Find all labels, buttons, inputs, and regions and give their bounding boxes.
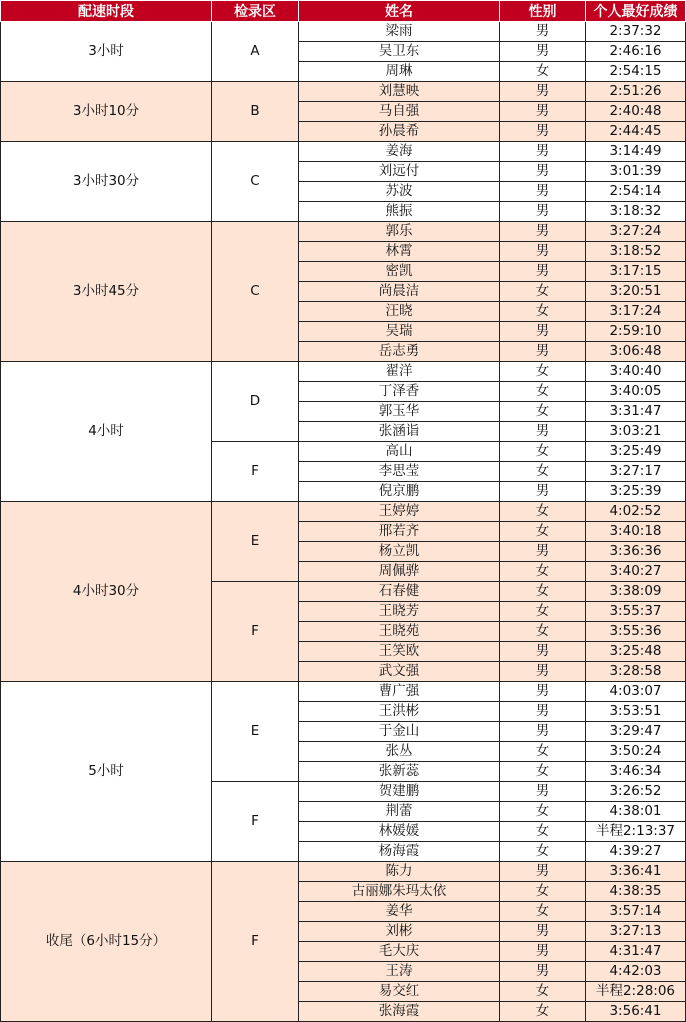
name-cell: 李思莹 (299, 462, 500, 482)
sex-cell: 女 (500, 742, 586, 762)
name-cell: 汪晓 (299, 302, 500, 322)
name-cell: 于金山 (299, 722, 500, 742)
header-best: 个人最好成绩 (586, 1, 686, 22)
sex-cell: 男 (500, 22, 586, 42)
sex-cell: 女 (500, 582, 586, 602)
header-name: 姓名 (299, 1, 500, 22)
zone-cell: C (212, 222, 299, 362)
pace-cell: 4小时 (1, 362, 212, 502)
pace-cell: 收尾（6小时15分） (1, 862, 212, 1022)
best-time-cell: 2:46:16 (586, 42, 686, 62)
zone-cell: B (212, 82, 299, 142)
name-cell: 密凯 (299, 262, 500, 282)
table-row (1, 142, 686, 162)
best-time-cell: 3:25:48 (586, 642, 686, 662)
sex-cell: 男 (500, 642, 586, 662)
pace-cell: 4小时30分 (1, 502, 212, 682)
header-row (1, 1, 686, 22)
sex-cell: 男 (500, 542, 586, 562)
zone-cell: E (212, 682, 299, 782)
name-cell: 张丛 (299, 742, 500, 762)
header-pace: 配速时段 (1, 1, 212, 22)
name-cell: 荆蕾 (299, 802, 500, 822)
sex-cell: 女 (500, 282, 586, 302)
zone-cell: F (212, 782, 299, 862)
sex-cell: 女 (500, 442, 586, 462)
pace-cell: 5小时 (1, 682, 212, 862)
best-time-cell: 2:59:10 (586, 322, 686, 342)
name-cell: 姜华 (299, 902, 500, 922)
name-cell: 杨海霞 (299, 842, 500, 862)
name-cell: 熊振 (299, 202, 500, 222)
table-row (1, 82, 686, 102)
best-time-cell: 3:40:18 (586, 522, 686, 542)
name-cell: 岳志勇 (299, 342, 500, 362)
best-time-cell: 2:51:26 (586, 82, 686, 102)
sex-cell: 男 (500, 322, 586, 342)
name-cell: 刘慧映 (299, 82, 500, 102)
name-cell: 林媛媛 (299, 822, 500, 842)
sex-cell: 女 (500, 602, 586, 622)
name-cell: 刘远付 (299, 162, 500, 182)
best-time-cell: 3:55:36 (586, 622, 686, 642)
best-time-cell: 半程2:28:06 (586, 982, 686, 1002)
sex-cell: 女 (500, 822, 586, 842)
name-cell: 吴卫东 (299, 42, 500, 62)
best-time-cell: 3:40:05 (586, 382, 686, 402)
sex-cell: 女 (500, 502, 586, 522)
name-cell: 毛大庆 (299, 942, 500, 962)
table-row (1, 862, 686, 882)
best-time-cell: 3:14:49 (586, 142, 686, 162)
sex-cell: 女 (500, 62, 586, 82)
sex-cell: 女 (500, 462, 586, 482)
sex-cell: 男 (500, 42, 586, 62)
name-cell: 周佩骅 (299, 562, 500, 582)
best-time-cell: 2:40:48 (586, 102, 686, 122)
name-cell: 曹广强 (299, 682, 500, 702)
best-time-cell: 3:18:52 (586, 242, 686, 262)
table-row (1, 502, 686, 522)
best-time-cell: 3:40:27 (586, 562, 686, 582)
table-row (1, 362, 686, 382)
zone-cell: F (212, 442, 299, 502)
name-cell: 梁雨 (299, 22, 500, 42)
table-body (1, 22, 686, 1022)
sex-cell: 男 (500, 222, 586, 242)
name-cell: 王笑欧 (299, 642, 500, 662)
sex-cell: 男 (500, 162, 586, 182)
best-time-cell: 3:26:52 (586, 782, 686, 802)
best-time-cell: 3:27:24 (586, 222, 686, 242)
name-cell: 武文强 (299, 662, 500, 682)
sex-cell: 女 (500, 1002, 586, 1022)
name-cell: 张涵诣 (299, 422, 500, 442)
name-cell: 石春健 (299, 582, 500, 602)
zone-cell: F (212, 582, 299, 682)
sex-cell: 男 (500, 422, 586, 442)
sex-cell: 女 (500, 382, 586, 402)
pace-cell: 3小时10分 (1, 82, 212, 142)
sex-cell: 女 (500, 802, 586, 822)
name-cell: 林霄 (299, 242, 500, 262)
best-time-cell: 3:20:51 (586, 282, 686, 302)
best-time-cell: 3:17:24 (586, 302, 686, 322)
best-time-cell: 3:55:37 (586, 602, 686, 622)
best-time-cell: 3:50:24 (586, 742, 686, 762)
zone-cell: C (212, 142, 299, 222)
name-cell: 刘彬 (299, 922, 500, 942)
best-time-cell: 3:29:47 (586, 722, 686, 742)
best-time-cell: 2:54:15 (586, 62, 686, 82)
name-cell: 孙晨希 (299, 122, 500, 142)
sex-cell: 男 (500, 482, 586, 502)
best-time-cell: 3:17:15 (586, 262, 686, 282)
name-cell: 周琳 (299, 62, 500, 82)
sex-cell: 男 (500, 102, 586, 122)
table-row (1, 22, 686, 42)
best-time-cell: 4:02:52 (586, 502, 686, 522)
name-cell: 苏波 (299, 182, 500, 202)
name-cell: 邢若齐 (299, 522, 500, 542)
name-cell: 王洪彬 (299, 702, 500, 722)
name-cell: 杨立凯 (299, 542, 500, 562)
best-time-cell: 3:28:58 (586, 662, 686, 682)
sex-cell: 男 (500, 722, 586, 742)
best-time-cell: 3:53:51 (586, 702, 686, 722)
name-cell: 张海霞 (299, 1002, 500, 1022)
best-time-cell: 3:01:39 (586, 162, 686, 182)
sex-cell: 男 (500, 142, 586, 162)
sex-cell: 女 (500, 302, 586, 322)
best-time-cell: 3:27:13 (586, 922, 686, 942)
name-cell: 贺建鹏 (299, 782, 500, 802)
sex-cell: 女 (500, 902, 586, 922)
best-time-cell: 4:42:03 (586, 962, 686, 982)
best-time-cell: 3:57:14 (586, 902, 686, 922)
name-cell: 王晓苑 (299, 622, 500, 642)
pace-cell: 3小时30分 (1, 142, 212, 222)
sex-cell: 男 (500, 662, 586, 682)
name-cell: 张新蕊 (299, 762, 500, 782)
best-time-cell: 2:37:32 (586, 22, 686, 42)
sex-cell: 女 (500, 562, 586, 582)
sex-cell: 男 (500, 782, 586, 802)
name-cell: 郭玉华 (299, 402, 500, 422)
best-time-cell: 3:27:17 (586, 462, 686, 482)
sex-cell: 女 (500, 842, 586, 862)
best-time-cell: 3:36:36 (586, 542, 686, 562)
sex-cell: 女 (500, 982, 586, 1002)
table-row (1, 682, 686, 702)
table-row (1, 222, 686, 242)
sex-cell: 男 (500, 202, 586, 222)
sex-cell: 女 (500, 522, 586, 542)
name-cell: 姜海 (299, 142, 500, 162)
best-time-cell: 3:36:41 (586, 862, 686, 882)
sex-cell: 男 (500, 942, 586, 962)
best-time-cell: 3:18:32 (586, 202, 686, 222)
zone-cell: A (212, 22, 299, 82)
zone-cell: E (212, 502, 299, 582)
best-time-cell: 4:38:35 (586, 882, 686, 902)
name-cell: 尚晨洁 (299, 282, 500, 302)
pace-cell: 3小时 (1, 22, 212, 82)
sex-cell: 男 (500, 922, 586, 942)
header-zone: 检录区 (212, 1, 299, 22)
header-sex: 性别 (500, 1, 586, 22)
name-cell: 郭乐 (299, 222, 500, 242)
name-cell: 王婷婷 (299, 502, 500, 522)
sex-cell: 女 (500, 882, 586, 902)
best-time-cell: 4:31:47 (586, 942, 686, 962)
best-time-cell: 2:44:45 (586, 122, 686, 142)
best-time-cell: 3:03:21 (586, 422, 686, 442)
sex-cell: 男 (500, 702, 586, 722)
best-time-cell: 3:46:34 (586, 762, 686, 782)
best-time-cell: 半程2:13:37 (586, 822, 686, 842)
zone-cell: F (212, 862, 299, 1022)
name-cell: 王晓芳 (299, 602, 500, 622)
best-time-cell: 3:38:09 (586, 582, 686, 602)
sex-cell: 男 (500, 122, 586, 142)
pace-cell: 3小时45分 (1, 222, 212, 362)
sex-cell: 男 (500, 862, 586, 882)
best-time-cell: 3:31:47 (586, 402, 686, 422)
sex-cell: 男 (500, 82, 586, 102)
best-time-cell: 3:56:41 (586, 1002, 686, 1022)
best-time-cell: 3:25:49 (586, 442, 686, 462)
best-time-cell: 3:06:48 (586, 342, 686, 362)
name-cell: 王涛 (299, 962, 500, 982)
name-cell: 马自强 (299, 102, 500, 122)
sex-cell: 男 (500, 182, 586, 202)
sex-cell: 女 (500, 762, 586, 782)
zone-cell: D (212, 362, 299, 442)
sex-cell: 女 (500, 402, 586, 422)
name-cell: 陈力 (299, 862, 500, 882)
name-cell: 倪京鹏 (299, 482, 500, 502)
best-time-cell: 4:39:27 (586, 842, 686, 862)
sex-cell: 女 (500, 362, 586, 382)
best-time-cell: 3:40:40 (586, 362, 686, 382)
best-time-cell: 2:54:14 (586, 182, 686, 202)
sex-cell: 男 (500, 262, 586, 282)
sex-cell: 男 (500, 682, 586, 702)
sex-cell: 男 (500, 242, 586, 262)
name-cell: 古丽娜朱玛太依 (299, 882, 500, 902)
name-cell: 高山 (299, 442, 500, 462)
name-cell: 翟洋 (299, 362, 500, 382)
name-cell: 吴瑞 (299, 322, 500, 342)
sex-cell: 男 (500, 962, 586, 982)
sex-cell: 男 (500, 342, 586, 362)
best-time-cell: 4:03:07 (586, 682, 686, 702)
name-cell: 丁泽香 (299, 382, 500, 402)
best-time-cell: 4:38:01 (586, 802, 686, 822)
sex-cell: 女 (500, 622, 586, 642)
name-cell: 易交红 (299, 982, 500, 1002)
best-time-cell: 3:25:39 (586, 482, 686, 502)
